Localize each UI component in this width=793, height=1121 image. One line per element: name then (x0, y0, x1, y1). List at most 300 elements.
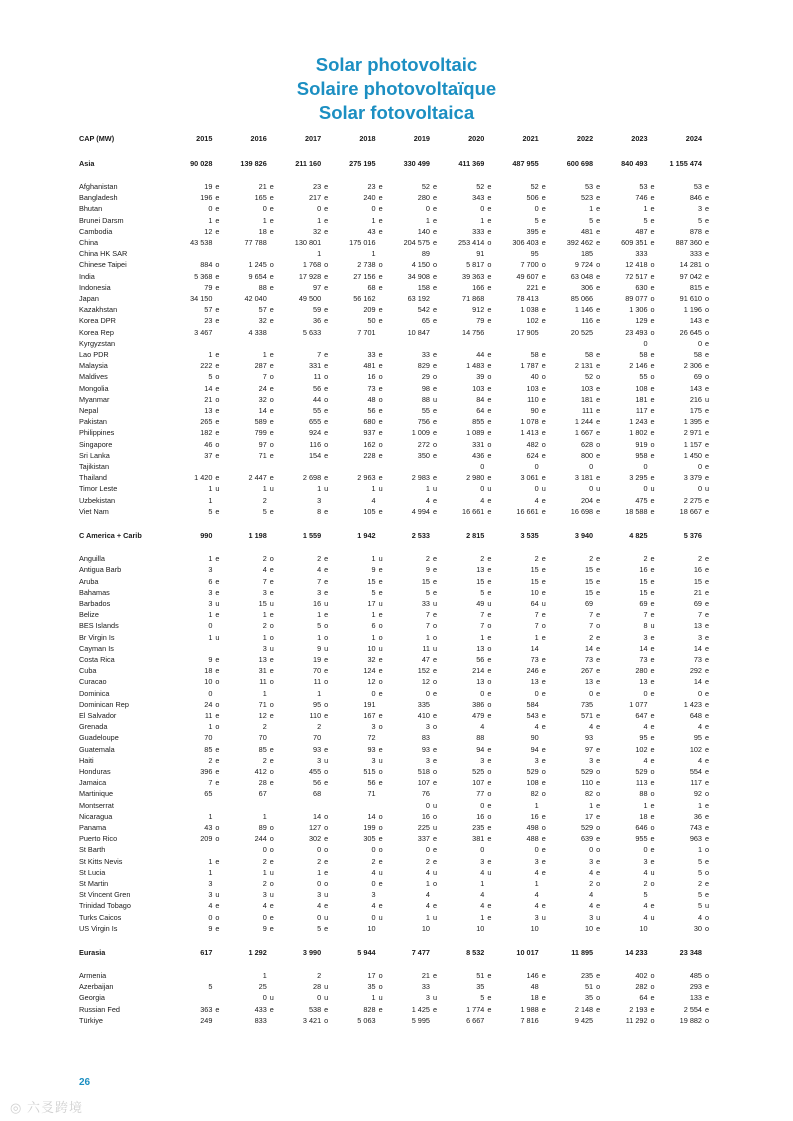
cell-flag: e (705, 621, 710, 631)
cell-value: 18 667 (679, 506, 702, 516)
region-value: 2 533 (411, 531, 430, 541)
data-cell (661, 416, 715, 427)
cell-value: 40 (530, 372, 539, 382)
data-cell (389, 970, 443, 981)
cell-flag: e (269, 215, 274, 225)
cell-value: 5 (643, 890, 648, 900)
data-cell (334, 833, 388, 844)
cell-value: 0 (371, 688, 376, 698)
cell-value: 14 (693, 643, 702, 653)
data-cell (171, 699, 225, 710)
cell-value: 1 395 (683, 417, 702, 427)
cell-value: 27 156 (353, 271, 376, 281)
cell-value: 0 (534, 688, 539, 698)
cell-value: 3 (589, 856, 594, 866)
cell-value: 4 (208, 901, 213, 911)
cell-flag: e (215, 506, 220, 516)
cell-flag: o (705, 305, 710, 315)
cell-flag: e (215, 350, 220, 360)
country-name: Tajikistan (79, 462, 110, 472)
cell-flag: o (432, 878, 438, 888)
country-name: Sri Lanka (79, 450, 110, 460)
data-cell (497, 732, 551, 743)
cell-value: 4 150 (411, 260, 430, 270)
data-cell (497, 506, 551, 517)
cell-flag: e (432, 495, 438, 505)
data-cell (661, 699, 715, 710)
cell-flag: e (378, 316, 383, 326)
cell-flag: e (705, 643, 710, 653)
data-cell (443, 889, 497, 900)
data-cell (280, 878, 334, 889)
cell-flag: u (487, 598, 492, 608)
cell-flag: e (378, 666, 383, 676)
data-cell (552, 405, 606, 416)
table-row (79, 181, 715, 192)
table-row (79, 878, 715, 889)
cell-value: 529 (526, 766, 539, 776)
data-cell (606, 315, 660, 326)
cell-value: 70 (258, 733, 267, 743)
region-total (171, 946, 225, 960)
cell-value: 85 066 (570, 294, 594, 304)
data-cell (334, 483, 388, 494)
data-cell (171, 215, 225, 226)
data-cell (606, 721, 660, 732)
cell-flag: e (487, 506, 492, 516)
data-cell (552, 643, 606, 654)
data-cell (225, 912, 279, 923)
cell-flag: o (596, 845, 601, 855)
cell-flag: u (378, 598, 383, 608)
cell-value: 89 (258, 822, 267, 832)
cell-flag: e (705, 282, 710, 292)
data-cell (552, 181, 606, 192)
data-cell (225, 800, 279, 811)
cell-value: 3 (208, 878, 213, 888)
cell-flag: e (541, 473, 546, 483)
data-cell (389, 304, 443, 315)
cell-flag: u (705, 484, 710, 494)
cell-value: 4 (480, 722, 485, 732)
data-cell (443, 981, 497, 992)
cell-flag: u (432, 993, 438, 1003)
cell-value: 2 (534, 554, 539, 564)
data-cell (225, 822, 279, 833)
cell-flag: o (432, 621, 438, 631)
cell-flag: e (324, 778, 329, 788)
cell-value: 130 801 (294, 238, 322, 248)
cell-flag: e (596, 610, 601, 620)
cell-flag: e (269, 901, 274, 911)
data-cell (171, 744, 225, 755)
data-cell (389, 981, 443, 992)
country-name: Panama (79, 822, 107, 832)
data-cell (552, 811, 606, 822)
cell-value: 15 (258, 598, 267, 608)
cell-value: 13 (530, 677, 539, 687)
data-cell (171, 800, 225, 811)
cell-flag: e (705, 993, 710, 1003)
cell-value: 10 (476, 923, 485, 933)
data-cell (606, 383, 660, 394)
data-cell (606, 483, 660, 494)
cell-value: 32 (258, 316, 267, 326)
cell-value: 124 (363, 666, 376, 676)
data-cell (661, 710, 715, 721)
cell-value: 485 (689, 971, 702, 980)
cell-value: 70 (313, 733, 322, 743)
cell-flag: e (378, 856, 383, 866)
cell-flag: e (378, 182, 383, 191)
cell-value: 5 (425, 587, 430, 597)
cell-value: 108 (635, 383, 648, 393)
cell-value: 4 (480, 901, 485, 911)
cell-value: 82 (530, 789, 539, 799)
cell-value: 97 (258, 439, 267, 449)
cell-value: 1 (262, 688, 267, 698)
data-cell (606, 181, 660, 192)
data-cell (497, 248, 551, 259)
cell-value: 19 882 (679, 1015, 702, 1025)
cell-value: 4 (643, 867, 648, 877)
data-cell (661, 282, 715, 293)
cell-flag: e (432, 755, 438, 765)
data-cell (443, 710, 497, 721)
cell-value: 287 (254, 361, 267, 371)
data-cell (389, 506, 443, 517)
data-cell (443, 676, 497, 687)
data-cell (280, 755, 334, 766)
data-cell (171, 576, 225, 587)
cell-flag: e (432, 744, 438, 754)
cell-flag: u (378, 912, 383, 922)
cell-flag: e (487, 383, 492, 393)
data-cell (443, 181, 497, 192)
cell-flag: e (541, 867, 546, 877)
data-cell (171, 259, 225, 270)
table-row (79, 900, 715, 911)
cell-flag: o (650, 305, 655, 315)
data-cell (497, 912, 551, 923)
region-total (389, 946, 443, 960)
cell-value: 1 (208, 632, 213, 642)
table-row (79, 699, 715, 710)
data-cell (334, 439, 388, 450)
data-cell (280, 293, 334, 304)
cell-flag: o (269, 554, 274, 564)
data-cell (225, 192, 279, 203)
cell-flag: e (705, 249, 710, 259)
cell-flag: e (650, 215, 655, 225)
cell-flag: e (541, 316, 546, 326)
data-cell (497, 439, 551, 450)
data-cell (552, 833, 606, 844)
cell-value: 1 (208, 856, 213, 866)
data-cell (606, 576, 660, 587)
data-cell (334, 237, 388, 248)
data-cell (661, 327, 715, 338)
cell-value: 4 (371, 495, 376, 505)
cell-flag: e (215, 923, 220, 933)
data-cell (280, 506, 334, 517)
data-cell (661, 811, 715, 822)
table-row (79, 766, 715, 777)
cell-flag: e (596, 666, 601, 676)
cell-flag: u (269, 890, 274, 900)
data-cell (225, 744, 279, 755)
cell-flag: e (541, 755, 546, 765)
cell-flag: u (324, 982, 329, 992)
cell-flag: e (269, 778, 274, 788)
cell-value: 7 (643, 610, 648, 620)
cell-flag: e (487, 778, 492, 788)
data-cell (334, 981, 388, 992)
cell-flag: e (269, 361, 274, 371)
data-cell (280, 654, 334, 665)
cell-flag: e (269, 1004, 274, 1014)
cell-flag: e (432, 271, 438, 281)
cell-value: 4 994 (411, 506, 430, 516)
table-row (79, 338, 715, 349)
cell-flag: o (269, 439, 274, 449)
cell-value: 13 (639, 677, 648, 687)
cell-value: 4 (262, 565, 267, 575)
data-cell (661, 338, 715, 349)
cell-value: 1 009 (411, 428, 430, 438)
cell-flag: e (269, 282, 274, 292)
data-cell (443, 203, 497, 214)
cell-value: 110 (527, 394, 539, 404)
cell-flag: o (324, 845, 329, 855)
cell-value: 2 (589, 554, 594, 564)
cell-value: 89 077 (625, 294, 648, 304)
cell-flag: u (432, 822, 438, 832)
cell-flag: e (487, 800, 492, 810)
cell-value: 52 (585, 372, 594, 382)
cell-flag: o (215, 260, 220, 270)
data-cell (334, 371, 388, 382)
data-cell (552, 609, 606, 620)
cell-flag: e (432, 1004, 438, 1014)
region-row (79, 529, 715, 543)
data-cell (606, 923, 660, 934)
data-cell (606, 1004, 660, 1015)
data-cell (225, 620, 279, 631)
cell-flag: e (215, 755, 220, 765)
cell-flag: e (650, 350, 655, 360)
region-value: 1 155 474 (669, 159, 702, 169)
cell-flag: u (215, 890, 220, 900)
cell-value: 166 (472, 282, 485, 292)
data-cell (552, 688, 606, 699)
country-name: Indonesia (79, 282, 111, 292)
region-value: 3 535 (520, 531, 539, 541)
cell-flag: o (324, 811, 329, 821)
data-cell (552, 360, 606, 371)
cell-flag: o (269, 677, 274, 687)
data-cell (334, 271, 388, 282)
cell-value: 3 (643, 856, 648, 866)
cell-flag: o (215, 834, 220, 844)
cell-value: 57 (258, 305, 267, 315)
cell-flag: e (378, 406, 383, 416)
cell-flag: e (324, 923, 329, 933)
cell-value: 2 (208, 755, 213, 765)
cell-flag: o (650, 982, 655, 992)
country-name: Russian Fed (79, 1004, 120, 1014)
cell-value: 5 (534, 215, 539, 225)
data-cell (334, 304, 388, 315)
country-name: Bhutan (79, 204, 103, 214)
cell-value: 103 (472, 383, 485, 393)
table-row (79, 992, 715, 1003)
data-cell (280, 900, 334, 911)
data-cell (497, 349, 551, 360)
data-cell (552, 800, 606, 811)
cell-value: 0 (317, 993, 322, 1003)
cell-value: 2 193 (629, 1004, 648, 1014)
cell-value: 4 (589, 722, 594, 732)
cell-flag: e (705, 677, 710, 687)
cell-value: 0 (371, 878, 376, 888)
region-value: 7 477 (411, 948, 430, 958)
data-cell (171, 688, 225, 699)
cell-flag: o (705, 845, 710, 855)
data-cell (606, 450, 660, 461)
cell-flag: e (705, 1004, 710, 1014)
cell-flag: e (487, 226, 492, 236)
cell-value: 3 (262, 890, 267, 900)
cell-value: 162 (363, 439, 376, 449)
data-cell (334, 676, 388, 687)
cell-value: 1 (643, 204, 648, 214)
cell-value: 1 (643, 800, 648, 810)
cell-flag: e (432, 778, 438, 788)
cell-value: 0 (480, 800, 485, 810)
table-row (79, 665, 715, 676)
data-cell (443, 472, 497, 483)
data-cell (552, 844, 606, 855)
cell-flag: e (650, 722, 655, 732)
cell-value: 88 (639, 789, 648, 799)
data-cell (280, 349, 334, 360)
data-cell (280, 912, 334, 923)
country-name: Aruba (79, 576, 99, 586)
data-cell (280, 271, 334, 282)
data-cell (280, 923, 334, 934)
cell-value: 14 (313, 811, 322, 821)
data-cell (661, 203, 715, 214)
data-cell (497, 643, 551, 654)
cell-flag: o (378, 811, 383, 821)
data-cell (606, 327, 660, 338)
cell-value: 2 554 (683, 1004, 702, 1014)
cell-flag: e (596, 778, 601, 788)
cell-flag: e (541, 856, 546, 866)
data-cell (661, 822, 715, 833)
cell-value: 498 (526, 822, 539, 832)
table-row (79, 461, 715, 472)
data-cell (171, 416, 225, 427)
data-cell (389, 495, 443, 506)
data-cell (334, 822, 388, 833)
data-cell (552, 654, 606, 665)
data-cell (443, 609, 497, 620)
table-row (79, 643, 715, 654)
data-cell (225, 360, 279, 371)
cell-value: 44 (313, 394, 322, 404)
cell-value: 33 (421, 350, 430, 360)
data-cell (443, 833, 497, 844)
header-year (389, 133, 443, 145)
data-cell (225, 867, 279, 878)
cell-value: 5 (317, 923, 322, 933)
country-name: St Martin (79, 878, 109, 888)
table-row (79, 576, 715, 587)
cell-value: 107 (417, 778, 430, 788)
cell-value: 293 (689, 982, 702, 992)
cell-value: 88 (476, 733, 485, 743)
cell-flag: e (269, 856, 274, 866)
data-cell (225, 878, 279, 889)
cell-value: 97 (585, 744, 594, 754)
data-cell (280, 609, 334, 620)
data-cell (497, 970, 551, 981)
cell-value: 65 (421, 316, 430, 326)
data-cell (552, 981, 606, 992)
cell-flag: o (705, 327, 710, 337)
data-cell (280, 327, 334, 338)
region-total (497, 157, 551, 171)
cell-value: 2 738 (357, 260, 376, 270)
data-cell (443, 788, 497, 799)
cell-value: 2 (589, 878, 594, 888)
data-cell (497, 755, 551, 766)
cell-value: 1 (317, 688, 322, 698)
data-cell (225, 632, 279, 643)
data-cell (552, 495, 606, 506)
data-cell (606, 192, 660, 203)
data-cell (334, 1015, 388, 1026)
data-cell (497, 609, 551, 620)
cell-value: 72 517 (625, 271, 648, 281)
region-value: 840 493 (621, 159, 648, 169)
data-cell (225, 844, 279, 855)
data-cell (497, 338, 551, 349)
cell-value: 0 (262, 204, 267, 214)
cell-value: 2 (425, 856, 430, 866)
cell-value: 4 (534, 890, 539, 900)
cell-flag: e (269, 406, 274, 416)
cell-flag: e (432, 971, 438, 980)
data-cell (389, 371, 443, 382)
data-cell (497, 192, 551, 203)
cell-flag: e (650, 856, 655, 866)
cell-value: 23 (313, 182, 322, 191)
data-cell (334, 688, 388, 699)
cell-value: 34 150 (190, 294, 213, 304)
cell-value: 16 698 (570, 506, 594, 516)
table-row (79, 632, 715, 643)
data-cell (280, 315, 334, 326)
data-cell (389, 1004, 443, 1015)
cell-value: 165 (254, 193, 267, 203)
cell-value: 4 (589, 890, 594, 900)
data-cell (606, 620, 660, 631)
data-cell (443, 226, 497, 237)
cell-value: 5 (697, 215, 702, 225)
